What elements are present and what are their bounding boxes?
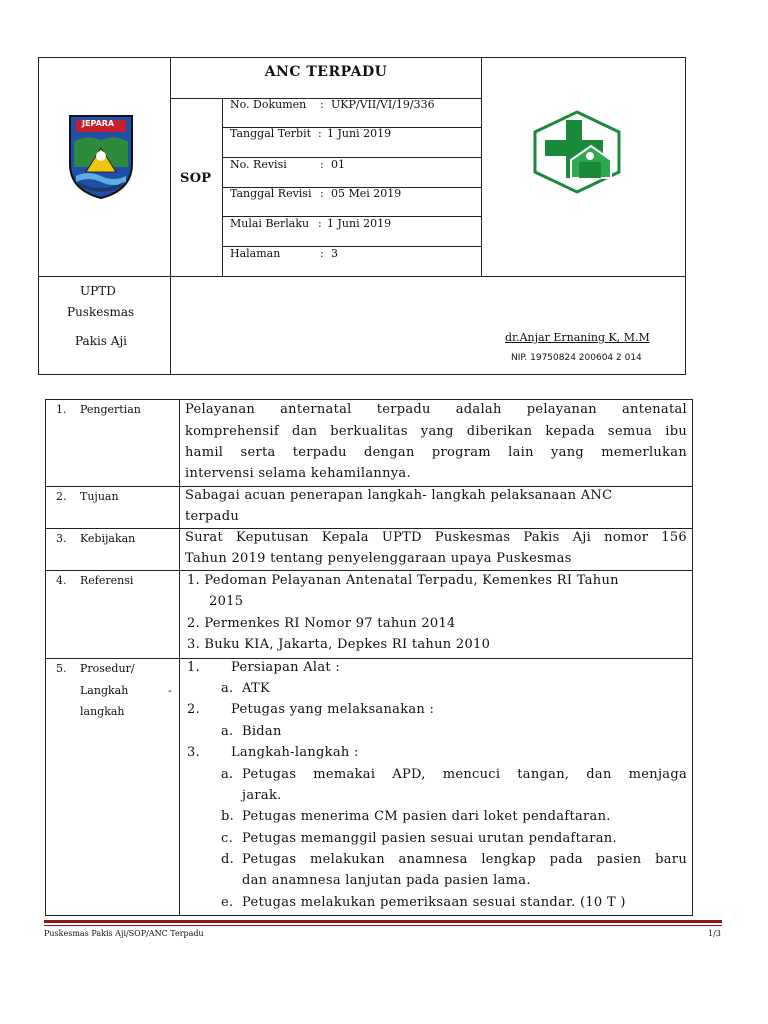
org-uptd: UPTD [80,284,116,298]
proc-1-text: Persiapan Alat : [231,660,341,675]
proc-3e-num: e. [221,895,234,910]
proc-3b-text: Petugas menerima CM pasien dari loket pendaftaran. [242,809,611,824]
effective-date-sep: : [318,217,322,230]
doc-number-value: UKP/VII/VI/19/336 [331,98,435,111]
tujuan-line-2: terpadu [185,509,239,524]
row-5-label-line-3: langkah [80,705,125,718]
kebijakan-line-1: Surat Keputusan Kepala UPTD Puskesmas Pakis Aji nomor 156 [185,530,687,545]
logo-banner-text: JEPARA [82,119,115,128]
proc-2a-text: Bidan [242,724,282,739]
issue-date-label: Tanggal Terbit [230,127,312,140]
page-sep: : [320,247,324,260]
referensi-line-2: 2015 [209,594,244,609]
row-5-label-line-1: Prosedur/ [80,662,135,675]
row-5-num: 5. [56,662,67,675]
doc-number-label: No. Dokumen [230,98,307,111]
revision-date-sep: : [320,187,324,200]
row-1-label: Pengertian [80,403,141,416]
proc-1a-num: a. [221,681,234,696]
row-2-num: 2. [56,490,67,503]
effective-date-label: Mulai Berlaku [230,217,310,230]
page-label: Halaman [230,247,281,260]
proc-3c-text: Petugas memanggil pasien sesuai urutan pendaftaran. [242,831,617,846]
row-1-num: 1. [56,403,67,416]
proc-1a-text: ATK [242,681,270,696]
proc-2-num: 2. [187,702,201,717]
proc-3-num: 3. [187,745,201,760]
referensi-line-4: 3. Buku KIA, Jakarta, Depkes RI tahun 2010 [187,637,491,652]
row-2-label: Tujuan [80,490,119,503]
proc-2a-num: a. [221,724,234,739]
proc-2-text: Petugas yang melaksanakan : [231,702,435,717]
footer-document-path: Puskesmas Pakis Aji/SOP/ANC Terpadu [44,929,204,938]
referensi-line-3: 2. Permenkes RI Nomor 97 tahun 2014 [187,616,456,631]
referensi-line-1: 1. Pedoman Pelayanan Antenatal Terpadu, Kemenkes RI Tahun [187,573,619,588]
org-pakis-aji: Pakis Aji [75,334,127,348]
pengertian-line-3: hamil serta terpadu dengan program lain yang memerlukan [185,445,687,460]
footer-page-number: 1/3 [708,929,721,938]
proc-3d-cont: dan anamnesa lanjutan pada pasien lama. [242,873,531,888]
revision-date-value: 05 Mei 2019 [331,187,402,200]
proc-1-num: 1. [187,660,201,675]
pengertian-line-4: intervensi selama kehamilannya. [185,466,411,481]
org-puskesmas: Puskesmas [67,305,135,319]
signer-name: dr.Anjar Ernaning K, M.M [505,331,650,344]
proc-3d-text: Petugas melakukan anamnesa lengkap pada pasien baru [242,852,687,867]
proc-3d-num: d. [221,852,235,867]
row-4-num: 4. [56,574,67,587]
effective-date-value: 1 Juni 2019 [327,217,392,230]
proc-3-text: Langkah-langkah : [231,745,359,760]
row-5-label-line-2: Langkah [80,684,129,697]
pengertian-line-1: Pelayanan anternatal terpadu adalah pelayanan antenatal [185,402,687,417]
sop-label: SOP [180,171,212,186]
proc-3a-cont: jarak. [242,788,282,803]
revision-no-value: 01 [331,158,345,171]
proc-3a-text: Petugas memakai APD, mencuci tangan, dan menjaga [242,767,687,782]
document-title: ANC TERPADU [264,64,388,80]
page-value: 3 [331,247,338,260]
row-5-label-dash: - [168,684,172,697]
kebijakan-line-2: Tahun 2019 tentang penyelenggaraan upaya Puskesmas [185,551,572,566]
revision-no-sep: : [320,158,324,171]
row-3-num: 3. [56,532,67,545]
jepara-emblem-logo [66,112,136,200]
signer-nip: NIP. 19750824 200604 2 014 [511,353,642,363]
revision-date-label: Tanggal Revisi [230,187,312,200]
row-3-label: Kebijakan [80,532,136,545]
proc-3e-text: Petugas melakukan pemeriksaan sesuai standar. (10 T ) [242,895,626,910]
proc-3c-num: c. [221,831,234,846]
issue-date-sep: : [318,127,322,140]
doc-number-sep: : [320,98,324,111]
tujuan-line-1: Sabagai acuan penerapan langkah- langkah pelaksanaan ANC [185,488,613,503]
issue-date-value: 1 Juni 2019 [327,127,392,140]
revision-no-label: No. Revisi [230,158,287,171]
pengertian-line-2: komprehensif dan berkualitas yang diberikan kepada semua ibu [185,424,687,439]
row-4-label: Referensi [80,574,134,587]
proc-3a-num: a. [221,767,234,782]
proc-3b-num: b. [221,809,235,824]
puskesmas-logo [531,110,623,194]
